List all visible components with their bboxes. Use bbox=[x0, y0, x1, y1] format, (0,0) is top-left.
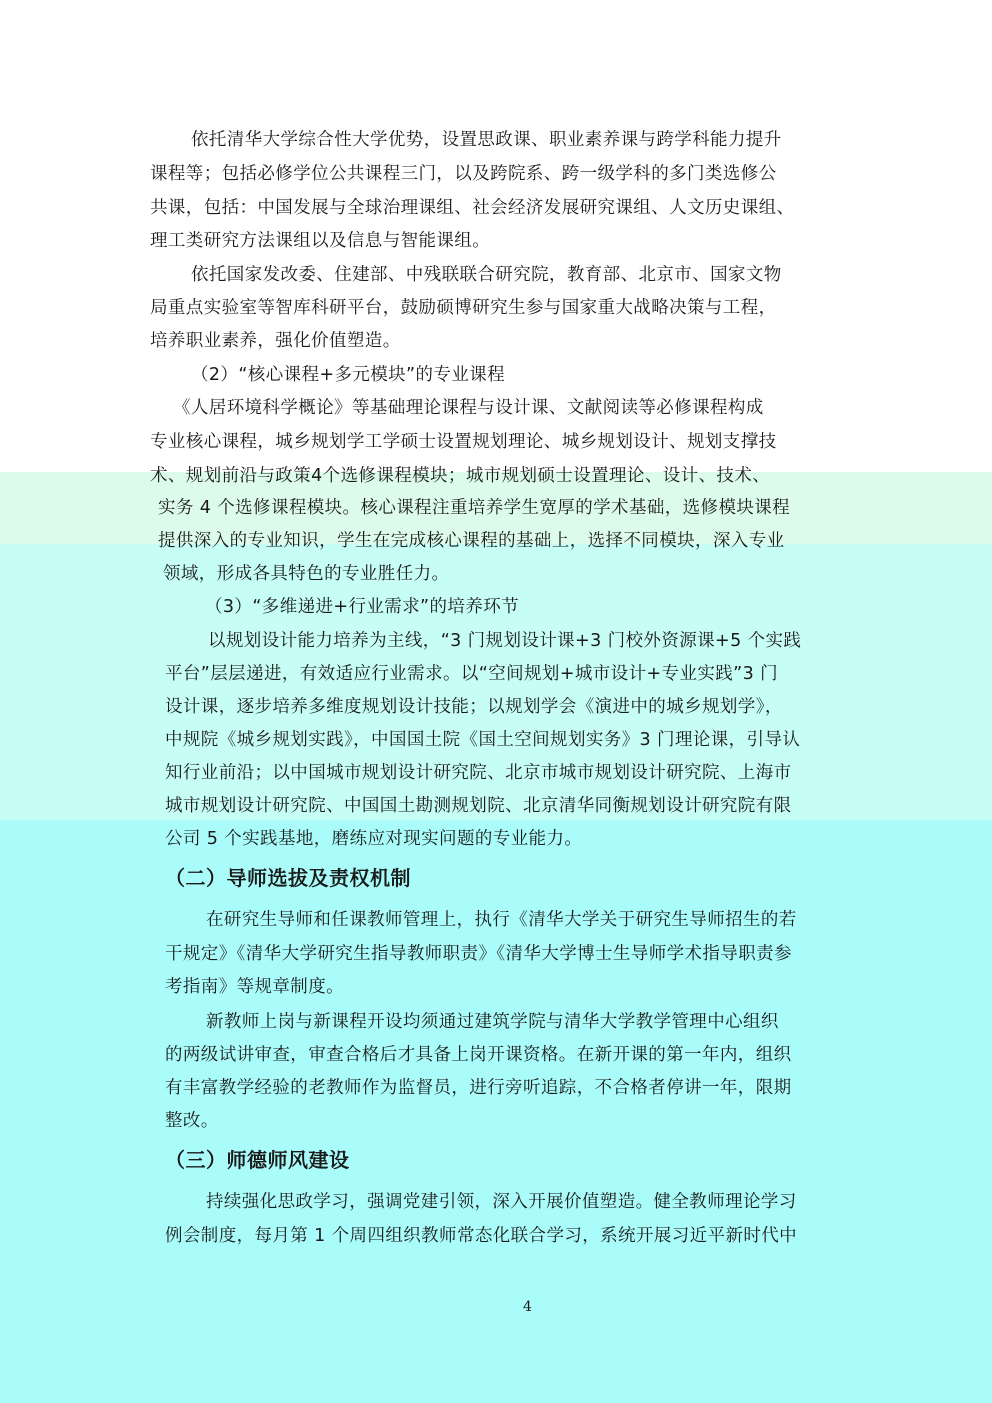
text-line: 理工类研究方法课组以及信息与智能课组。 bbox=[150, 231, 491, 251]
section-heading-teacher-ethics: （三）师德师风建设 bbox=[165, 1148, 350, 1172]
text-line: 培养职业素养，强化价值塑造。 bbox=[150, 331, 401, 351]
text-line: 考指南》等规章制度。 bbox=[165, 977, 344, 997]
text-line: 知行业前沿；以中国城市规划设计研究院、北京市城市规划设计研究院、上海市 bbox=[165, 763, 792, 783]
subheading-core-courses: （2）“核心课程+多元模块”的专业课程 bbox=[191, 365, 506, 385]
text-line: 整改。 bbox=[165, 1111, 219, 1131]
text-line: 术、规划前沿与政策4个选修课程模块；城市规划硕士设置理论、设计、技术、 bbox=[150, 466, 771, 486]
text-line: 有丰富教学经验的老教师作为监督员，进行旁听追踪，不合格者停讲一年，限期 bbox=[165, 1078, 792, 1098]
text-line: 实务 4 个选修课程模块。核心课程注重培养学生宽厚的学术基础，选修模块课程 bbox=[158, 498, 791, 518]
subheading-training-stages: （3）“多维递进+行业需求”的培养环节 bbox=[205, 597, 520, 617]
text-line: 新教师上岗与新课程开设均须通过建筑学院与清华大学教学管理中心组织 bbox=[206, 1012, 779, 1032]
text-line: 平台”层层递进，有效适应行业需求。以“空间规划+城市设计+专业实践”3 门 bbox=[165, 664, 779, 684]
text-line: 提供深入的专业知识，学生在完成核心课程的基础上，选择不同模块，深入专业 bbox=[158, 531, 785, 551]
text-line: 干规定》《清华大学研究生指导教师职责》《清华大学博士生导师学术指导职责参 bbox=[165, 944, 792, 964]
text-line: 共课，包括：中国发展与全球治理课组、社会经济发展研究课组、人文历史课组、 bbox=[150, 198, 795, 218]
text-line: 的两级试讲审查，审查合格后才具备上岗开课资格。在新开课的第一年内，组织 bbox=[165, 1045, 792, 1065]
text-line: 公司 5 个实践基地，磨练应对现实问题的专业能力。 bbox=[165, 829, 583, 849]
text-line: 专业核心课程，城乡规划学工学硕士设置规划理论、城乡规划设计、规划支撑技 bbox=[150, 432, 777, 452]
text-line: 以规划设计能力培养为主线，“3 门规划设计课+3 门校外资源课+5 个实践 bbox=[208, 631, 802, 651]
text-line: 依托国家发改委、住建部、中残联联合研究院，教育部、北京市、国家文物 bbox=[191, 265, 782, 285]
text-line: 中规院《城乡规划实践》，中国国土院《国土空间规划实务》3 门理论课，引导认 bbox=[165, 730, 801, 750]
text-line: 城市规划设计研究院、中国国土勘测规划院、北京清华同衡规划设计研究院有限 bbox=[165, 796, 792, 816]
text-line: 领域，形成各具特色的专业胜任力。 bbox=[163, 564, 450, 584]
section-heading-supervisor-selection: （二）导师选拔及责权机制 bbox=[165, 866, 411, 890]
page-number: 4 bbox=[523, 1299, 532, 1315]
text-line: 课程等；包括必修学位公共课程三门，以及跨院系、跨一级学科的多门类选修公 bbox=[150, 164, 777, 184]
text-line: 设计课，逐步培养多维度规划设计技能；以规划学会《演进中的城乡规划学》， bbox=[165, 697, 783, 717]
text-line: 《人居环境科学概论》等基础理论课程与设计课、文献阅读等必修课程构成 bbox=[173, 398, 764, 418]
text-line: 局重点实验室等智库科研平台，鼓励硕博研究生参与国家重大战略决策与工程， bbox=[150, 298, 777, 318]
text-line: 持续强化思政学习，强调党建引领，深入开展价值塑造。健全教师理论学习 bbox=[206, 1192, 797, 1212]
text-line: 例会制度，每月第 1 个周四组织教师常态化联合学习，系统开展习近平新时代中 bbox=[165, 1226, 798, 1246]
text-line: 在研究生导师和任课教师管理上，执行《清华大学关于研究生导师招生的若 bbox=[206, 910, 797, 930]
text-line: 依托清华大学综合性大学优势，设置思政课、职业素养课与跨学科能力提升 bbox=[191, 130, 782, 150]
